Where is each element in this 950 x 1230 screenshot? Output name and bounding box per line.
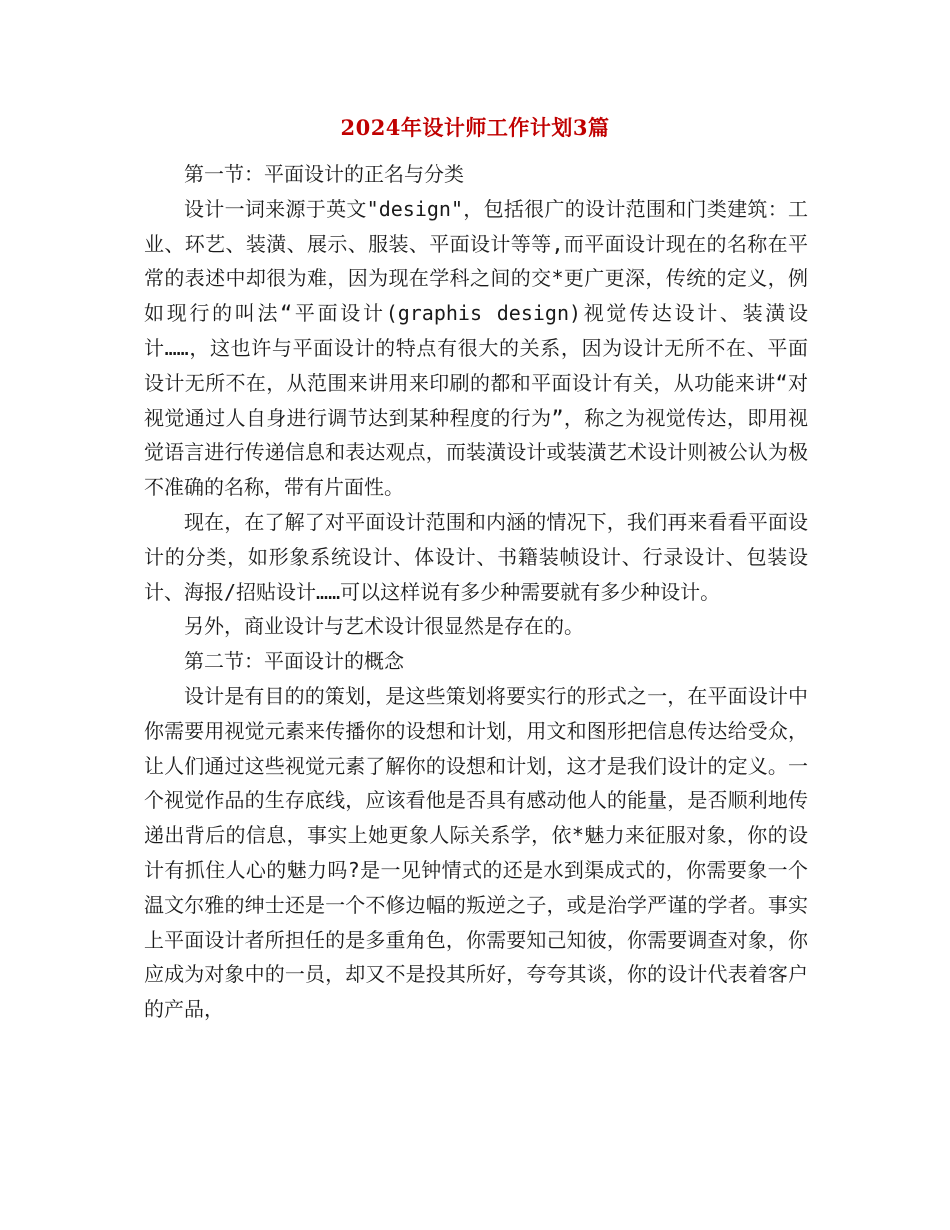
document-body [144, 157, 808, 1027]
body-paragraph: 设计一词来源于英文"design"，包括很广的设计范围和门类建筑：工业、环艺、装潢、展示、服装、平面设计等等,而平面设计现在的名称在平常的表述中却很为难，因为现在学科之间的交*更广更深，传统的定义，例如现行的叫法“平面设计(graphis design)视觉传达设计、装潢设计……，这也许与平面设计的特点有很大的关系，因为设计无所不在、平面设计无所不在，从范围来讲用来印刷的都和平面设计有关，从功能来讲“对视觉通过人自身进行调节达到某种程度的行为”，称之为视觉传达，即用视觉语言进行传递信息和表达观点，而装潢设计或装潢艺术设计则被公认为极不准确的名称，带有片面性。 [144, 196, 808, 500]
body-paragraph: 现在，在了解了对平面设计范围和内涵的情况下，我们再来看看平面设计的分类，如形象系统设计、体设计、书籍装帧设计、行录设计、包装设计、海报/招贴设计……可以这样说有多少种需要就有多少种设计。 [144, 509, 808, 604]
section-heading-2: 第二节：平面设计的概念 [184, 649, 404, 674]
body-paragraph: 设计是有目的的策划，是这些策划将要实行的形式之一，在平面设计中你需要用视觉元素来传播你的设想和计划，用文和图形把信息传达给受众，让人们通过这些视觉元素了解你的设想和计划，这才是我们设计的定义。一个视觉作品的生存底线，应该看他是否具有感动他人的能量，是否顺利地传递出背后的信息，事实上她更象人际关系学，依*魅力来征服对象，你的设计有抓住人心的魅力吗?是一见钟情式的还是水到渠成式的，你需要象一个温文尔雅的绅士还是一个不修边幅的叛逆之子，或是治学严谨的学者。事实上平面设计者所担任的是多重角色，你需要知己知彼，你需要调查对象，你应成为对象中的一员，却又不是投其所好，夸夸其谈，你的设计代表着客户的产品， [144, 683, 808, 1022]
section-heading-1: 第一节：平面设计的正名与分类 [184, 162, 464, 186]
document-title: 2024年设计师工作计划3篇 [340, 115, 610, 140]
body-paragraph: 另外，商业设计与艺术设计很显然是存在的。 [184, 614, 584, 639]
